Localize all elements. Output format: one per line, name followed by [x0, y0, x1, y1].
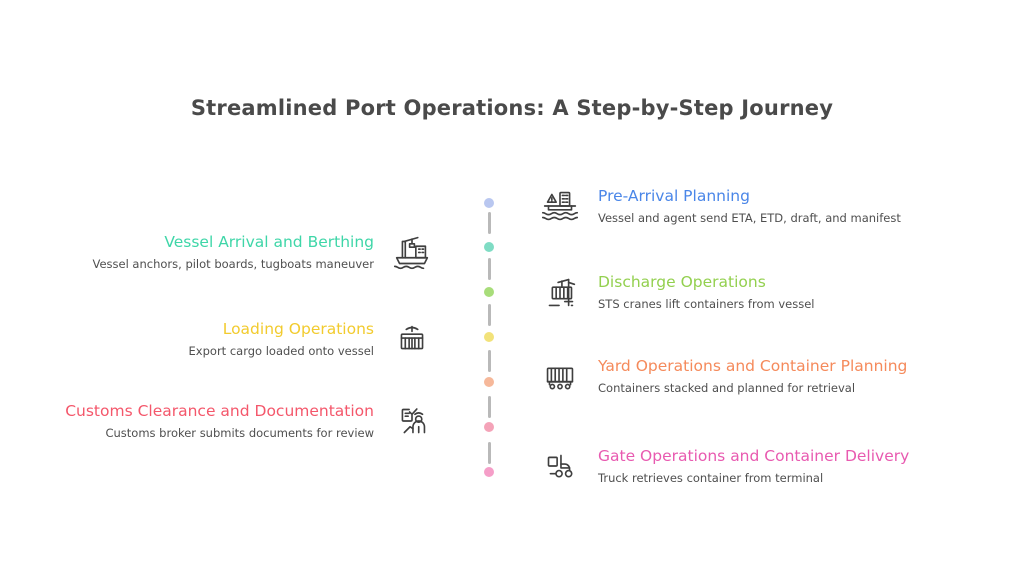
- vessel-berthing-crane-icon: [386, 226, 438, 278]
- timeline-dash: [488, 396, 491, 418]
- timeline-dash: [488, 350, 491, 372]
- step-description: Export cargo loaded onto vessel: [188, 343, 374, 358]
- port-warning-icon: [534, 180, 586, 232]
- step-item-discharge-operations[interactable]: [534, 266, 814, 318]
- step-description: Vessel and agent send ETA, ETD, draft, and manifest: [598, 210, 901, 225]
- timeline-dot: [484, 332, 494, 342]
- step-description: STS cranes lift containers from vessel: [598, 296, 815, 311]
- step-item-vessel-arrival-and-berthing[interactable]: [92, 226, 438, 278]
- step-title: Yard Operations and Container Planning: [598, 356, 908, 375]
- timeline-dash: [488, 212, 491, 234]
- step-title: Vessel Arrival and Berthing: [164, 232, 374, 251]
- step-item-gate-operations-and-container-delivery[interactable]: [534, 440, 909, 492]
- step-description: Containers stacked and planned for retrieval: [598, 380, 856, 395]
- forklift-delivery-icon: [534, 440, 586, 492]
- timeline-dot: [484, 467, 494, 477]
- timeline-dash: [488, 442, 491, 464]
- step-description: Truck retrieves container from terminal: [598, 470, 824, 485]
- step-item-pre-arrival-planning[interactable]: [534, 180, 901, 232]
- step-title: Customs Clearance and Documentation: [65, 401, 374, 420]
- sts-crane-container-icon: [534, 266, 586, 318]
- step-title: Discharge Operations: [598, 272, 766, 291]
- container-box-icon: [386, 313, 438, 365]
- timeline-dot: [484, 198, 494, 208]
- step-title: Gate Operations and Container Delivery: [598, 446, 910, 465]
- container-trailer-icon: [534, 350, 586, 402]
- step-description: Vessel anchors, pilot boards, tugboats maneuver: [92, 256, 374, 271]
- timeline-dash: [488, 258, 491, 280]
- step-description: Customs broker submits documents for review: [105, 425, 374, 440]
- step-item-yard-operations-and-container-planning[interactable]: [534, 350, 907, 402]
- timeline-dash: [488, 304, 491, 326]
- timeline-axis: [488, 190, 492, 475]
- step-title: Pre-Arrival Planning: [598, 186, 750, 205]
- step-item-customs-clearance-and-documentation[interactable]: [65, 395, 438, 447]
- step-item-loading-operations[interactable]: [189, 313, 438, 365]
- customs-officer-checklist-icon: [386, 395, 438, 447]
- timeline-dot: [484, 242, 494, 252]
- page-title: Streamlined Port Operations: A Step-by-Step Journey: [190, 96, 834, 120]
- timeline-dot: [484, 287, 494, 297]
- timeline-dot: [484, 422, 494, 432]
- step-title: Loading Operations: [222, 319, 374, 338]
- timeline-dot: [484, 377, 494, 387]
